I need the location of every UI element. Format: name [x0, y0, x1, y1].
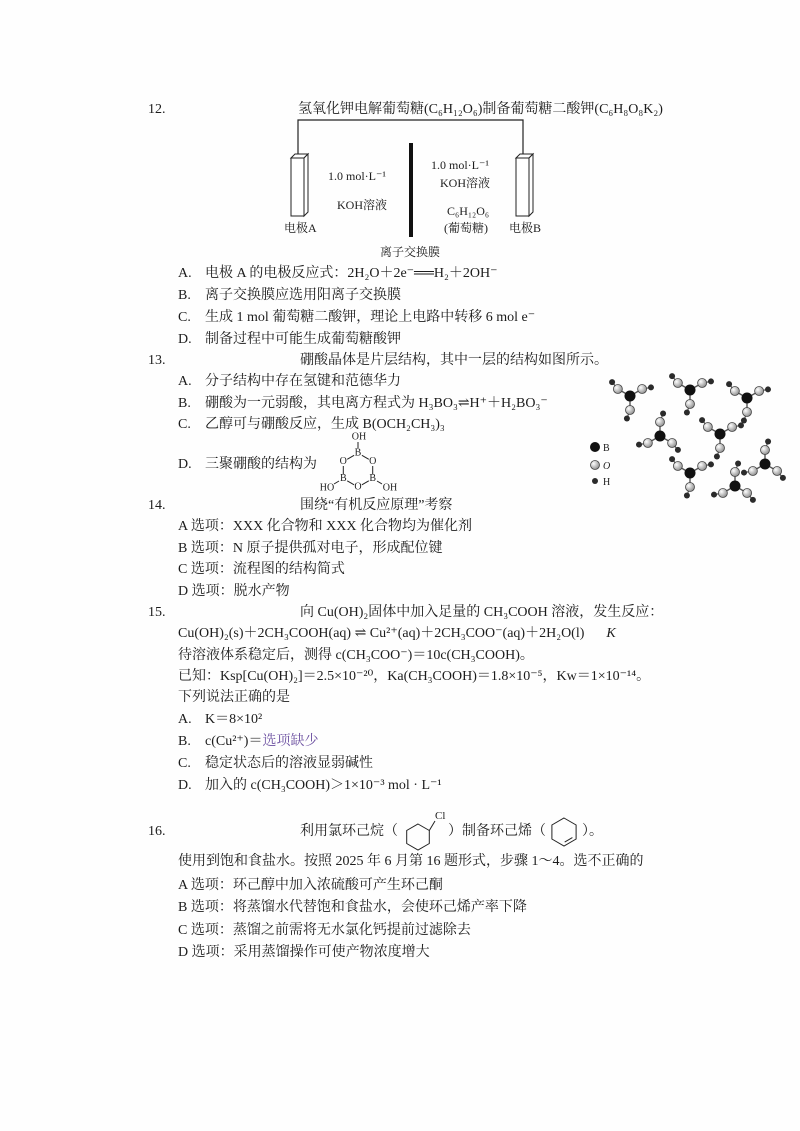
hydrogen-atom	[684, 409, 690, 415]
electrode-b-label: 电极B	[509, 221, 542, 235]
ho-left-label: HO	[319, 482, 335, 494]
legend-hydrogen-ball	[592, 478, 598, 484]
q13-stem: 硼酸晶体是片层结构，其中一层的结构如图所示。	[300, 353, 608, 368]
option-text: 电极 A 的电极反应式：2H₂O＋2e⁻══H₂＋2OH⁻	[205, 266, 498, 281]
oxygen-atom	[731, 468, 740, 477]
option-text: 离子交换膜应选用阳离子交换膜	[205, 288, 401, 303]
q15-question: 下列说法正确的是	[178, 690, 290, 705]
trimeric-boric-acid-structure	[318, 428, 400, 496]
hydrogen-atom	[708, 461, 714, 467]
option-text: 蒸馏之前需将无水氯化钙提前过滤除去	[232, 923, 471, 938]
option-text: XXX 化合物和 XXX 化合物均为催化剂	[232, 519, 473, 534]
option-label: C 选项：	[178, 562, 233, 577]
option-label: D.	[178, 332, 192, 347]
option-label: D 选项：	[178, 945, 234, 960]
q14-stem: 围绕“有机反应原理”考察	[300, 498, 453, 513]
oxygen-atom	[698, 379, 707, 388]
top-oh-label: OH	[351, 431, 367, 443]
boron-atom	[760, 459, 771, 470]
oxygen-atom	[748, 467, 757, 476]
legend-oxygen-label: O	[603, 461, 611, 472]
option-label: C.	[178, 417, 191, 432]
oxygen-atom	[773, 467, 782, 476]
left-solution-label: KOH溶液	[337, 198, 387, 212]
q12-number: 12.	[148, 102, 166, 117]
option-text: 硼酸为一元弱酸，其电离方程式为 H₃BO₃⇌H⁺＋H₂BO₃⁻	[205, 396, 548, 411]
hydrogen-atom	[741, 470, 747, 476]
option-text: K＝8×10²	[205, 712, 263, 727]
q15-stem: 向 Cu(OH)₂固体中加入足量的 CH₃COOH 溶液，发生反应：	[300, 605, 664, 620]
hydrogen-atom	[699, 417, 705, 423]
hydrogen-atom	[669, 456, 675, 462]
oxygen-bottom-label: O	[354, 481, 362, 493]
oxygen-right-label: O	[369, 456, 377, 467]
hydrogen-atom	[765, 386, 771, 392]
q12-option-a	[178, 265, 497, 283]
hydrogen-atom	[648, 384, 654, 390]
option-text: N 原子提供孤对电子，形成配位键	[232, 541, 443, 556]
option-label: B 选项：	[178, 900, 233, 915]
oxygen-atom	[668, 439, 677, 448]
q12-option-c	[178, 309, 535, 327]
q16-number: 16.	[148, 824, 166, 839]
q13-option-d	[178, 456, 317, 474]
oxygen-atom	[638, 385, 647, 394]
hydrogen-atom	[735, 461, 741, 467]
option-text: 将蒸馏水代替饱和食盐水，会使环己烯产率下降	[232, 900, 527, 915]
option-label: B 选项：	[178, 541, 233, 556]
option-label: A 选项：	[178, 519, 233, 534]
hydrogen-atom	[684, 492, 690, 498]
electrolysis-cell-diagram	[0, 0, 800, 270]
option-text: 三聚硼酸的结构为	[205, 457, 317, 472]
legend-oxygen-ball	[591, 461, 600, 470]
q14-number: 14.	[148, 498, 166, 513]
q13-number: 13.	[148, 353, 166, 368]
q15-option-d	[178, 777, 442, 795]
oxygen-atom	[718, 489, 727, 498]
option-text: 制备过程中可能生成葡萄糖酸钾	[205, 332, 401, 347]
oxygen-atom	[698, 462, 707, 471]
q13-option-b	[178, 395, 548, 413]
right-concentration-label: 1.0 mol·L⁻¹	[431, 158, 489, 172]
right-solute-name: (葡萄糖)	[444, 221, 488, 235]
right-solute-formula: C₆H₁₂O₆	[447, 204, 490, 218]
option-text: 环己醇中加入浓硫酸可产生环己酮	[232, 878, 443, 893]
q16-stem	[300, 806, 603, 858]
q13-option-a	[178, 373, 401, 391]
oxygen-atom	[716, 444, 725, 453]
option-label: A.	[178, 712, 192, 727]
hydrogen-atom	[708, 378, 714, 384]
option-text: 生成 1 mol 葡萄糖二酸钾，理论上电路中转移 6 mol e⁻	[205, 310, 536, 325]
option-label: C.	[178, 756, 191, 771]
hydrogen-atom	[669, 373, 675, 379]
option-label: C.	[178, 310, 191, 325]
q15-equation: Cu(OH)₂(s)＋2CH₃COOH(aq) ⇌ Cu²⁺(aq)＋2CH₃COO⁻(aq)＋2H₂O(l)	[178, 626, 585, 641]
q14-option-c	[178, 561, 345, 579]
option-label: D.	[178, 778, 192, 793]
option-label: A.	[178, 374, 192, 389]
oxygen-atom	[761, 446, 770, 455]
oxygen-atom	[643, 439, 652, 448]
option-text: 分子结构中存在氢键和范德华力	[205, 374, 401, 389]
q15-option-b	[178, 733, 318, 751]
boron-right-label: B	[369, 473, 377, 484]
hydrogen-atom	[675, 447, 681, 453]
oxygen-atom	[755, 387, 764, 396]
oxygen-atom	[656, 418, 665, 427]
oxygen-left-label: O	[339, 456, 347, 467]
hydrogen-atom	[609, 379, 615, 385]
q16-stem-part-1: 利用氯环己烷（	[300, 824, 398, 839]
q15-given: 已知：Ksp[Cu(OH)₂]＝2.5×10⁻²⁰，Ka(CH₃COOH)＝1.8×10⁻⁵，Kw＝1×10⁻¹⁴。	[178, 669, 651, 684]
boron-atom	[655, 431, 666, 442]
q16-option-d	[178, 944, 430, 962]
q16-option-a	[178, 877, 443, 895]
ion-exchange-membrane	[409, 143, 413, 237]
boron-atom	[730, 481, 741, 492]
boron-atom	[715, 429, 726, 440]
oxygen-atom	[686, 483, 695, 492]
oxygen-atom	[703, 423, 712, 432]
boron-top-label: B	[354, 447, 362, 459]
oxygen-atom	[673, 462, 682, 471]
hydrogen-atom	[750, 497, 756, 503]
q15-option-c	[178, 755, 373, 773]
option-text: 乙醇可与硼酸反应，生成 B(OCH₂CH₃)₃	[205, 417, 445, 432]
oxygen-atom	[686, 400, 695, 409]
q15-condition: 待溶液体系稳定后，测得 c(CH₃COO⁻)＝10c(CH₃COOH)。	[178, 648, 534, 663]
right-solution-label: KOH溶液	[440, 176, 490, 190]
option-label: A 选项：	[178, 878, 233, 893]
option-text: 脱水产物	[233, 584, 290, 599]
q12-option-d	[178, 331, 401, 349]
q15-equilibrium-constant: K	[606, 626, 616, 641]
q13-option-c	[178, 416, 445, 434]
oxygen-atom	[673, 379, 682, 388]
q14-option-b	[178, 540, 442, 558]
option-label: C 选项：	[178, 923, 233, 938]
chlorine-label: Cl	[435, 810, 446, 822]
oh-right-label: OH	[382, 482, 398, 494]
option-text: 流程图的结构简式	[232, 562, 345, 577]
oxygen-atom	[730, 387, 739, 396]
hydrogen-atom	[714, 453, 720, 459]
q16-stem-part-3: ）。	[582, 824, 603, 839]
left-concentration-label: 1.0 mol·L⁻¹	[328, 169, 386, 183]
legend-boron-label: B	[603, 443, 610, 454]
boric-acid-layer-diagram	[585, 368, 795, 508]
electrode-b	[516, 154, 533, 216]
option-text: c(Cu²⁺)＝	[205, 734, 263, 749]
option-label: A.	[178, 266, 192, 281]
q12-option-b	[178, 287, 401, 305]
q15-option-b-note: 选项缺少	[262, 734, 319, 749]
option-label: D.	[178, 457, 192, 472]
oxygen-atom	[743, 408, 752, 417]
option-label: B.	[178, 734, 191, 749]
membrane-label: 离子交换膜	[380, 245, 441, 259]
q16-stem-part-2: ）制备环己烯（	[448, 824, 546, 839]
q14-option-d	[178, 583, 290, 601]
q15-number: 15.	[148, 605, 166, 620]
boron-atom	[685, 468, 696, 479]
option-label: B.	[178, 288, 191, 303]
boron-left-label: B	[339, 473, 347, 484]
q12-stem: 氢氧化钾电解葡萄糖(C₆H₁₂O₆)制备葡萄糖二酸钾(C₆H₈O₈K₂)	[298, 102, 663, 117]
hydrogen-atom	[660, 411, 666, 417]
cyclohexene-structure	[546, 810, 582, 854]
hydrogen-atom	[765, 439, 771, 445]
option-text: 稳定状态后的溶液显弱碱性	[205, 756, 373, 771]
oxygen-atom	[626, 406, 635, 415]
boron-atom	[625, 391, 636, 402]
boron-atom	[742, 393, 753, 404]
oxygen-atom	[743, 489, 752, 498]
hydrogen-atom	[780, 475, 786, 481]
q15-option-a	[178, 711, 262, 729]
hydrogen-atom	[711, 492, 717, 498]
electrode-a-label: 电极A	[284, 221, 317, 235]
hydrogen-atom	[738, 422, 744, 428]
electrode-a	[291, 154, 308, 216]
option-text: 采用蒸馏操作可使产物浓度增大	[233, 945, 430, 960]
hydrogen-atom	[636, 442, 642, 448]
q16-instruction: 使用到饱和食盐水。按照 2025 年 6 月第 16 题形式，步骤 1～4。选不正确的	[178, 854, 644, 869]
hydrogen-atom	[726, 381, 732, 387]
boron-atom	[685, 385, 696, 396]
legend-boron-ball	[590, 442, 600, 452]
q16-option-b	[178, 899, 527, 917]
q14-option-a	[178, 518, 472, 536]
q15-equation-line	[178, 625, 616, 643]
oxygen-atom	[613, 385, 622, 394]
option-text: 加入的 c(CH₃COOH)＞1×10⁻³ mol · L⁻¹	[205, 778, 442, 793]
oxygen-atom	[728, 423, 737, 432]
atom-legend	[590, 442, 610, 488]
option-label: D 选项：	[178, 584, 234, 599]
hydrogen-atom	[624, 415, 630, 421]
q16-option-c	[178, 922, 471, 940]
chlorocyclohexane-structure	[398, 807, 448, 857]
legend-hydrogen-label: H	[603, 477, 611, 488]
option-label: B.	[178, 396, 191, 411]
